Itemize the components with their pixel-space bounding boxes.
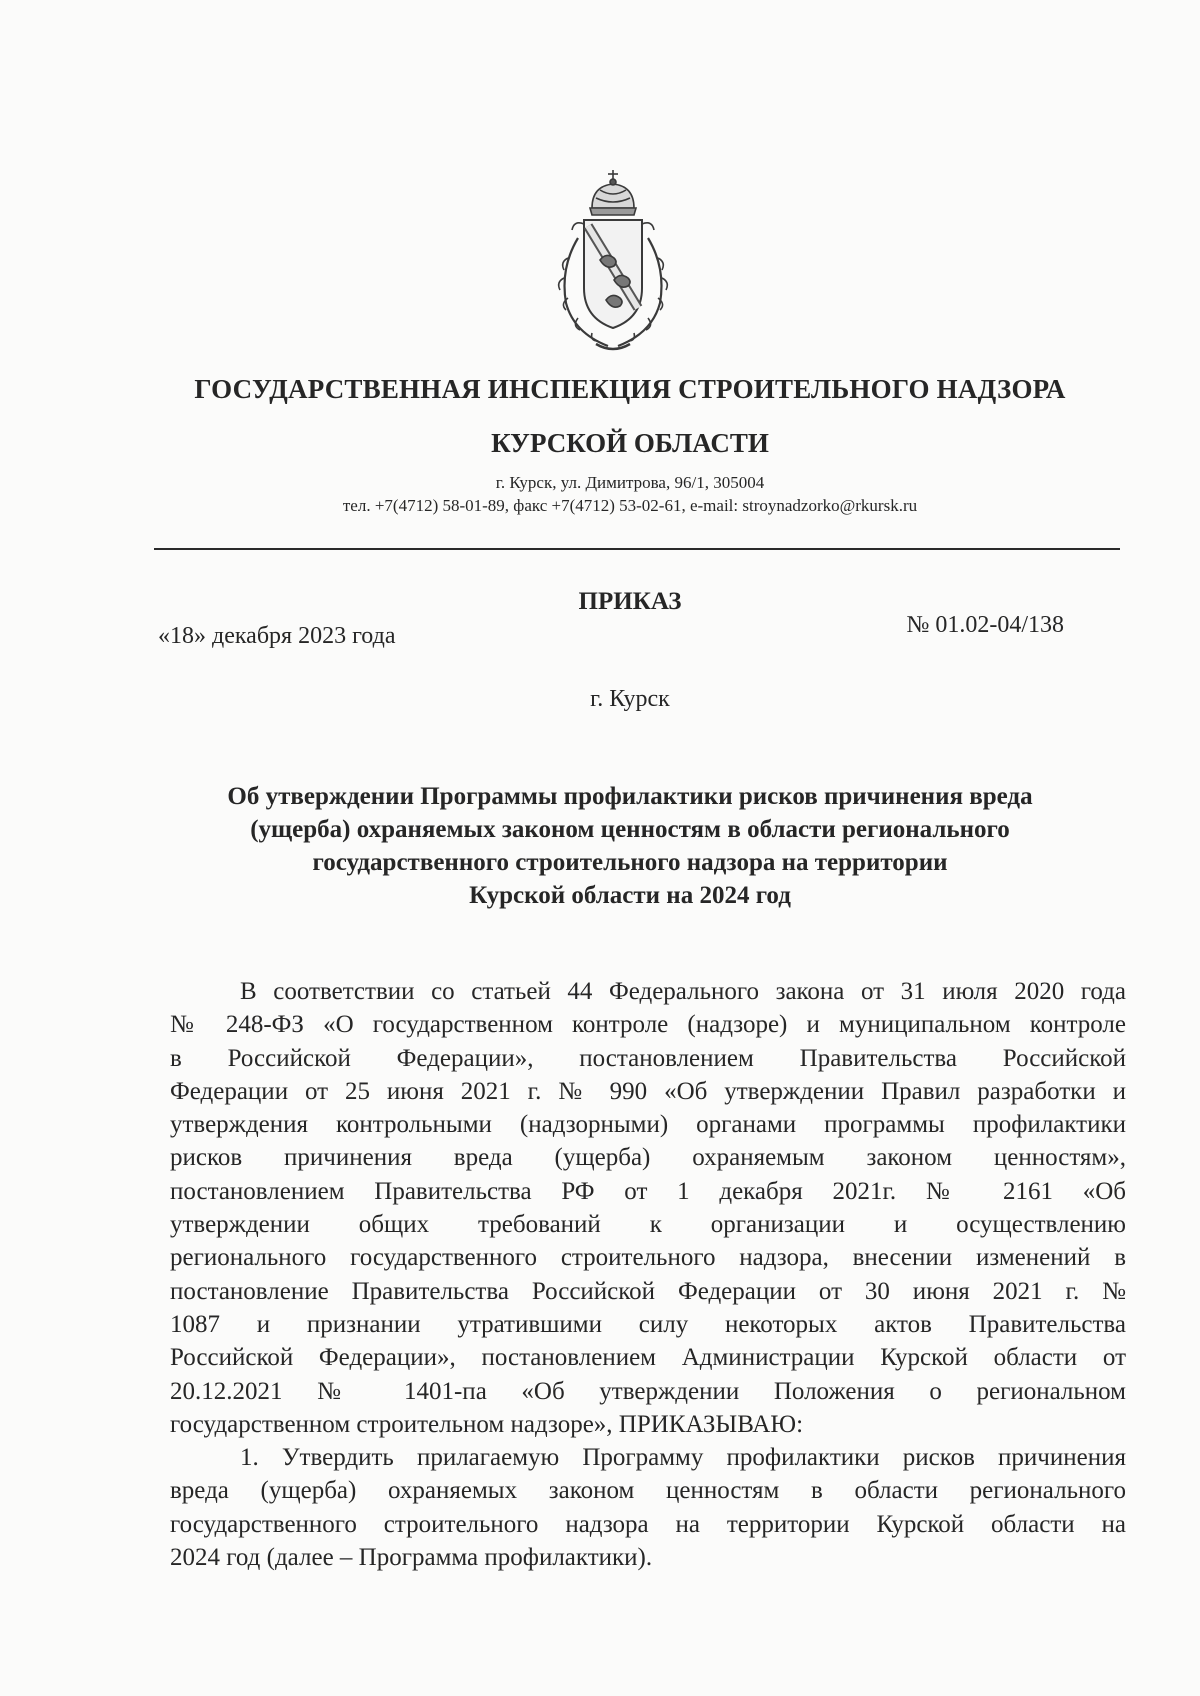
body-line: утверждения контрольными (надзорными) органами программы профилактики xyxy=(170,1111,1126,1139)
body-line: постановление Правительства Российской Федерации от 30 июня 2021 г. № xyxy=(170,1277,1126,1305)
title-line: Курской области на 2024 год xyxy=(469,882,791,909)
kursk-coat-of-arms-icon xyxy=(548,168,678,354)
body-line: утверждении общих требований к организации и осуществлению xyxy=(170,1211,1126,1239)
document-body xyxy=(170,975,1126,1574)
organization-region: КУРСКОЙ ОБЛАСТИ xyxy=(491,428,769,458)
body-line: 20.12.2021 № 1401-па «Об утверждении Положения о региональном xyxy=(170,1377,1126,1405)
title-line: Об утверждении Программы профилактики рисков причинения вреда xyxy=(227,783,1033,810)
body-line: В соответствии со статьей 44 Федерального закона от 31 июля 2020 года xyxy=(240,978,1126,1005)
document-number: № 01.02-04/138 xyxy=(906,612,1064,638)
document-city: г. Курск xyxy=(590,686,670,712)
body-line: постановлением Правительства РФ от 1 декабря 2021г. № 2161 «Об xyxy=(170,1177,1126,1205)
body-line: 1. Утвердить прилагаемую Программу профилактики рисков причинения xyxy=(240,1444,1126,1472)
body-line: рисков причинения вреда (ущерба) охраняемым законом ценностям», xyxy=(170,1144,1126,1172)
body-line: № 248-ФЗ «О государственном контроле (надзоре) и муниципальном контроле xyxy=(170,1011,1126,1039)
body-line: государственном строительном надзоре», ПРИКАЗЫВАЮ: xyxy=(170,1410,804,1438)
body-line: Федерации от 25 июня 2021 г. № 990 «Об утверждении Правил разработки и xyxy=(170,1077,1126,1105)
organization-address: г. Курск, ул. Димитрова, 96/1, 305004 xyxy=(495,473,765,492)
organization-name: ГОСУДАРСТВЕННАЯ ИНСПЕКЦИЯ СТРОИТЕЛЬНОГО НАДЗОРА xyxy=(194,374,1066,404)
body-line: государственного строительного надзора на территории Курской области на xyxy=(170,1510,1126,1538)
title-line: государственного строительного надзора на территории xyxy=(312,849,948,876)
body-line: в Российской Федерации», постановлением Правительства Российской xyxy=(170,1044,1126,1072)
document-type: ПРИКАЗ xyxy=(578,588,682,615)
document-date: «18» декабря 2023 года xyxy=(158,623,396,649)
header-divider xyxy=(154,548,1120,550)
organization-contacts: тел. +7(4712) 58-01-89, факс +7(4712) 53-02-61, e-mail: stroynadzorko@rkursk.ru xyxy=(342,496,918,515)
document-title xyxy=(150,780,1110,912)
body-line: регионального государственного строительного надзора, внесении изменений в xyxy=(170,1244,1126,1272)
body-line: 1087 и признании утратившими силу некоторых актов Правительства xyxy=(170,1310,1126,1338)
title-line: (ущерба) охраняемых законом ценностям в области регионального xyxy=(250,816,1010,843)
body-line: Российской Федерации», постановлением Администрации Курской области от xyxy=(170,1344,1126,1372)
body-line: 2024 год (далее – Программа профилактики). xyxy=(170,1544,653,1572)
body-line: вреда (ущерба) охраняемых законом ценностям в области регионального xyxy=(170,1477,1126,1505)
